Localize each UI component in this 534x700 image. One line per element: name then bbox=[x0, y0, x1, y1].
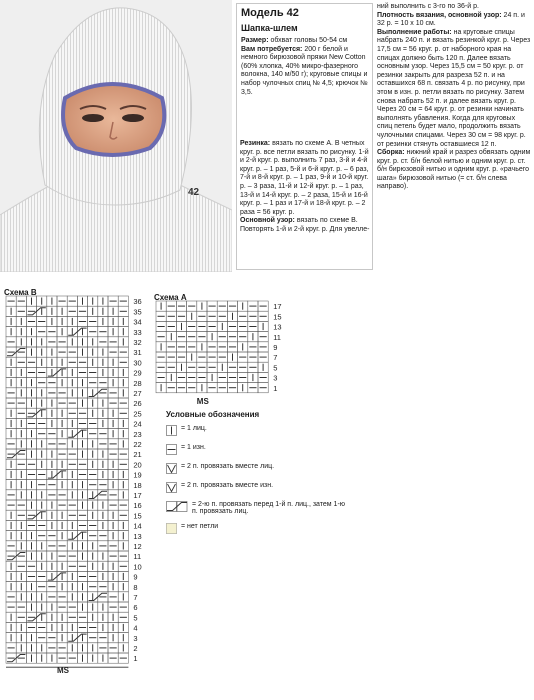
chart-a-row-number: 13 bbox=[273, 322, 282, 332]
chart-b-row-number: 34 bbox=[133, 317, 142, 327]
chart-b-row-number: 13 bbox=[133, 531, 142, 541]
item-title: Шапка-шлем bbox=[241, 23, 298, 33]
legend-item-text: = 1 изн. bbox=[181, 444, 206, 451]
chart-a-row-number: 11 bbox=[273, 332, 281, 342]
chart-b-row-number: 36 bbox=[133, 297, 142, 307]
chart-b-row-number: 14 bbox=[133, 521, 142, 531]
chart-a-row-number: 15 bbox=[273, 312, 282, 322]
chart-b-row-number: 17 bbox=[133, 491, 142, 500]
assembly-label: Сборка: bbox=[377, 149, 405, 157]
chart-b-ms-label: MS bbox=[57, 666, 69, 676]
chart-b-row-number: 7 bbox=[133, 593, 138, 602]
chart-a-row-number: 1 bbox=[273, 383, 278, 393]
materials-value: 200 г белой и немного бирюзовой пряжи New Cotton (60% хлопка, 40% микро-фазерного волокна, 140 м/50 г); круговые спицы и набор чулочных спиц № 4,5; крючок № 3,5. bbox=[241, 45, 368, 96]
chart-a-row-number: 7 bbox=[273, 353, 278, 363]
knit-icon bbox=[166, 425, 177, 436]
work-label: Выполнение работы: bbox=[377, 28, 452, 36]
chart-b-row-number: 30 bbox=[133, 358, 142, 368]
p2tog-icon bbox=[166, 482, 177, 493]
chart-b-row-number: 31 bbox=[133, 348, 142, 358]
chart-b-row-number: 12 bbox=[133, 542, 142, 551]
size-value: обхват головы 50-54 см bbox=[268, 37, 348, 44]
chart-a-title: Схема А bbox=[154, 293, 187, 302]
p2tog-symbol bbox=[168, 484, 176, 492]
cross-icon bbox=[166, 501, 188, 512]
chart-a-row-number: 17 bbox=[273, 302, 282, 312]
gauge-text: 24 п. и 32 р. = 10 х 10 см. bbox=[377, 11, 525, 28]
chart-b-row-number: 6 bbox=[133, 603, 138, 613]
legend-item-text: = 1 лиц. bbox=[181, 425, 207, 432]
legend-title: Условные обозначения bbox=[166, 410, 260, 419]
assembly-paragraph bbox=[377, 149, 532, 192]
ribbing-paragraph bbox=[240, 140, 373, 217]
no-stitch-icon bbox=[166, 523, 177, 534]
chart-b-row-number: 1 bbox=[133, 654, 138, 664]
chart-b-row-number: 25 bbox=[133, 409, 142, 419]
chart-b-row-number: 20 bbox=[133, 460, 142, 470]
legend-item-text: = нет петли bbox=[181, 523, 219, 530]
chart-b-row-number: 32 bbox=[133, 338, 142, 347]
k2tog-icon bbox=[166, 463, 177, 474]
balaclava-illustration bbox=[0, 0, 232, 272]
gauge-label: Плотность вязания, основной узор: bbox=[377, 11, 502, 19]
size-label: Размер: bbox=[241, 37, 269, 44]
chart-a-row-number: 9 bbox=[273, 343, 278, 352]
legend-item bbox=[166, 501, 346, 515]
legend-item-text: = 2 п. провязать вместе изн. bbox=[181, 482, 274, 489]
chart-b-grid bbox=[4, 294, 152, 684]
chart-b-row-number: 2 bbox=[133, 644, 138, 653]
chart-b-row-number: 24 bbox=[133, 419, 142, 429]
balaclava-photo bbox=[0, 0, 232, 272]
legend-items bbox=[166, 425, 346, 534]
main-pattern-text: вязать по схеме В. Повторять 1-й и 2-й круг. р. Для увелле- bbox=[240, 217, 370, 233]
chart-b-row-number: 19 bbox=[133, 470, 142, 480]
ribbing-label: Резинка: bbox=[240, 140, 271, 147]
chart-b-row-number: 11 bbox=[133, 552, 142, 562]
chart-b-row-number: 10 bbox=[133, 562, 142, 572]
legend-item bbox=[166, 523, 346, 534]
assembly-text: нижний край и разрез обвязать одним круг. р. ст. б/н белой нитью и одним круг. р. ст. б/н бирюзовой нитью и одним круг. р. «рачьего шага» бирюзовой нитью (= ст. б/н слева направо). bbox=[377, 149, 531, 191]
legend-item bbox=[166, 425, 346, 436]
right-text-0: ний выполнить с 3-го по 36-й р. bbox=[377, 3, 479, 10]
photo-number: 42 bbox=[188, 187, 200, 198]
legend-item-text: = 2 п. провязать вместе лиц. bbox=[181, 463, 275, 470]
chart-b-title: Схема В bbox=[4, 288, 37, 297]
size-paragraph bbox=[241, 37, 368, 46]
main-pattern-paragraph bbox=[240, 217, 373, 234]
chart-b-row-number: 35 bbox=[133, 307, 142, 317]
legend bbox=[166, 410, 346, 542]
right-paragraph-0 bbox=[377, 3, 532, 12]
ribbing-text: вязать по схеме А. В четных круг. р. все петли вязать по рисунку. 1-й и 2-й круг. р. выполнить 7 раз, 3-й и 4-й круг. р. – 1 раз, 5-й и 6-й круг. р. – 6 раз, 7-й и 8-й круг. р. – 1 раз, 9-й и 10-й круг. р. – 3 раза, 11-й и 12-й круг. р. – 1 раз, 13-й и 14-й круг. р. – 2 раза, 15-й и 16-й круг. р. – 1 раз и 17-й и 18-й круг. р. – 2 раза = 56 круг. р. bbox=[240, 140, 369, 216]
main-pattern-label: Основной узор: bbox=[240, 217, 295, 225]
chart-a-row-number: 3 bbox=[273, 373, 278, 383]
k2tog-symbol bbox=[168, 465, 176, 473]
work-paragraph bbox=[377, 29, 532, 149]
legend-item-text: = 2-ю п. провязать перед 1-й п. лиц., затем 1-ю п. провязать лиц. bbox=[192, 501, 346, 515]
legend-item bbox=[166, 463, 346, 474]
no-stitch-symbol bbox=[167, 524, 177, 534]
chart-a-ms-label: MS bbox=[196, 396, 209, 406]
legend-item bbox=[166, 482, 346, 493]
materials-paragraph bbox=[241, 46, 368, 98]
chart-b-row-number: 4 bbox=[133, 623, 138, 633]
chart-b-row-number: 22 bbox=[133, 440, 142, 449]
instructions-left-column bbox=[240, 140, 373, 235]
chart-b-row-number: 16 bbox=[133, 501, 142, 511]
chart-b-row-number: 29 bbox=[133, 368, 142, 378]
model-title: Модель 42 bbox=[241, 7, 299, 19]
chart-a-grid bbox=[154, 299, 294, 407]
chart-b-row-number: 18 bbox=[133, 480, 142, 490]
materials-label: Вам потребуется: bbox=[241, 45, 303, 53]
chart-b-row-number: 21 bbox=[133, 450, 142, 460]
chart-b-row-number: 26 bbox=[133, 399, 142, 409]
work-text: на круговые спицы набрать 240 п. и вязать резинкой круг. р. Через 17,5 см = 56 круг. р. от наборного края на спицах должно быть 120 п. Далее вязать основным узор. Через 15,5 см = 50 круг. р. от резинки закрыть для разреза 52 п. и на оставшихся 68 п. связать 4 р. по рисунку, при этом в изн. р. петли вязать по рисунку. Затем снова набрать 52 п. и далее вязать круг. р. Через 20 см = 64 круг. р. от резинки начинать выполнять убавления. Когда для круговых спиц петель будет мало, продолжить вязать чулочными спицами. Через 30 см = 98 круг. р. от резинки стянуть оставшиеся 12 п. bbox=[377, 28, 531, 148]
chart-a-row-number: 5 bbox=[273, 363, 278, 373]
gauge-paragraph bbox=[377, 12, 532, 29]
purl-icon bbox=[166, 444, 177, 455]
chart-b-row-number: 27 bbox=[133, 389, 142, 398]
chart-b-row-number: 9 bbox=[133, 572, 138, 582]
chart-b-row-number: 15 bbox=[133, 511, 142, 521]
chart-b-row-number: 23 bbox=[133, 429, 142, 439]
chart-b-row-number: 8 bbox=[133, 582, 138, 592]
chart-b-row-number: 5 bbox=[133, 613, 138, 623]
chart-b-row-number: 3 bbox=[133, 633, 138, 643]
instructions-right-column bbox=[377, 3, 532, 268]
chart-b-row-number: 33 bbox=[133, 327, 142, 337]
legend-item bbox=[166, 444, 346, 455]
chart-b-row-number: 28 bbox=[133, 378, 142, 388]
